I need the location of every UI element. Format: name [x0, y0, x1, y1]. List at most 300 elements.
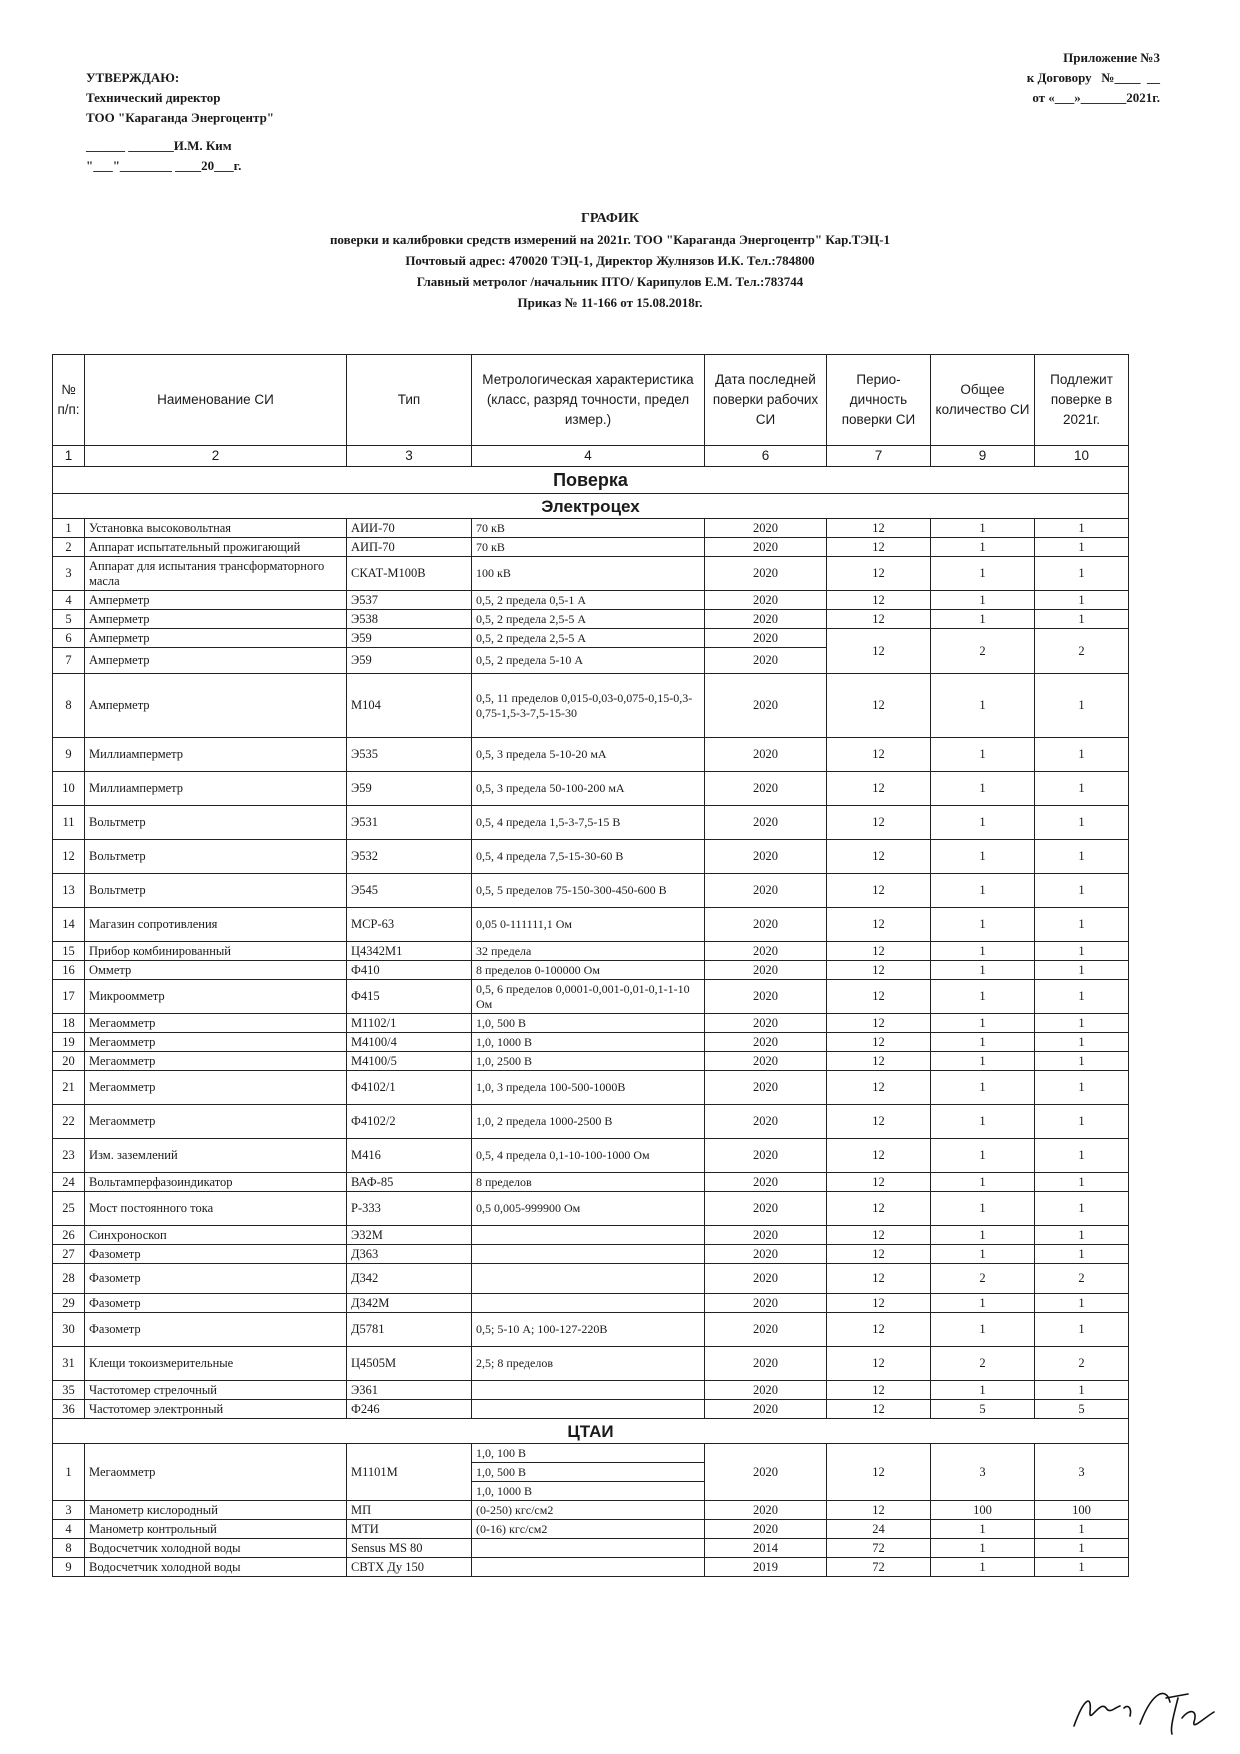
- verification-periodicity: 12: [827, 1192, 931, 1226]
- last-verification-date: 2020: [705, 1245, 827, 1264]
- instrument-type: Ц4505М: [347, 1347, 472, 1381]
- metrological-characteristic: 1,0, 500 В: [472, 1463, 705, 1482]
- verification-periodicity: 12: [827, 1245, 931, 1264]
- total-quantity: 1: [931, 1192, 1035, 1226]
- verification-periodicity: 12: [827, 980, 931, 1014]
- table-row: [53, 1444, 1129, 1463]
- verification-periodicity: 12: [827, 806, 931, 840]
- row-number: 18: [53, 1014, 85, 1033]
- table-row: [53, 629, 1129, 648]
- quantity-due-2021: 1: [1035, 1033, 1129, 1052]
- appendix-block: [930, 48, 1160, 108]
- total-quantity: 1: [931, 1173, 1035, 1192]
- verification-periodicity: 72: [827, 1539, 931, 1558]
- table-row: [53, 610, 1129, 629]
- quantity-due-2021: 2: [1035, 1347, 1129, 1381]
- last-verification-date: 2020: [705, 1105, 827, 1139]
- metrological-characteristic: 0,5, 3 предела 50-100-200 мА: [472, 772, 705, 806]
- instrument-type: Sensus MS 80: [347, 1539, 472, 1558]
- instrument-name: Частотомер электронный: [85, 1400, 347, 1419]
- quantity-due-2021: 1: [1035, 610, 1129, 629]
- instrument-type: Э361: [347, 1381, 472, 1400]
- quantity-due-2021: 1: [1035, 840, 1129, 874]
- quantity-due-2021: 1: [1035, 874, 1129, 908]
- metrological-characteristic: [472, 1264, 705, 1294]
- total-quantity: 1: [931, 1014, 1035, 1033]
- row-number: 6: [53, 629, 85, 648]
- instrument-name: Мегаомметр: [85, 1052, 347, 1071]
- quantity-due-2021: 1: [1035, 961, 1129, 980]
- instrument-type: ВАФ-85: [347, 1173, 472, 1192]
- metrological-characteristic: 1,0, 100 В: [472, 1444, 705, 1463]
- verification-periodicity: 12: [827, 908, 931, 942]
- row-number: 30: [53, 1313, 85, 1347]
- instrument-name: Магазин сопротивления: [85, 908, 347, 942]
- table-row: [53, 1313, 1129, 1347]
- verification-periodicity: 12: [827, 1052, 931, 1071]
- verification-periodicity: 12: [827, 1400, 931, 1419]
- total-quantity: 5: [931, 1400, 1035, 1419]
- instrument-name: Мегаомметр: [85, 1071, 347, 1105]
- table-row: [53, 942, 1129, 961]
- quantity-due-2021: 1: [1035, 1539, 1129, 1558]
- metrological-characteristic: [472, 1558, 705, 1577]
- instrument-type: Д342М: [347, 1294, 472, 1313]
- last-verification-date: 2020: [705, 1520, 827, 1539]
- appendix-title: Приложение №3: [1063, 50, 1160, 65]
- header-line-4: Приказ № 11-166 от 15.08.2018г.: [517, 295, 703, 310]
- approval-heading: УТВЕРЖДАЮ:: [86, 70, 180, 85]
- quantity-due-2021: 1: [1035, 1226, 1129, 1245]
- verification-periodicity: 24: [827, 1520, 931, 1539]
- verification-periodicity: 12: [827, 1014, 931, 1033]
- metrological-characteristic: [472, 1294, 705, 1313]
- row-number: 1: [53, 1444, 85, 1501]
- instrument-name: Водосчетчик холодной воды: [85, 1539, 347, 1558]
- row-number: 7: [53, 648, 85, 674]
- instrument-type: М4100/4: [347, 1033, 472, 1052]
- table-row: [53, 738, 1129, 772]
- table-row: [53, 557, 1129, 591]
- instrument-type: МП: [347, 1501, 472, 1520]
- row-number: 19: [53, 1033, 85, 1052]
- instrument-name: Фазометр: [85, 1245, 347, 1264]
- row-number: 21: [53, 1071, 85, 1105]
- metrological-characteristic: 70 кВ: [472, 538, 705, 557]
- last-verification-date: 2019: [705, 1558, 827, 1577]
- table-row: [53, 1139, 1129, 1173]
- row-number: 23: [53, 1139, 85, 1173]
- total-quantity: 1: [931, 1381, 1035, 1400]
- total-quantity: 1: [931, 738, 1035, 772]
- quantity-due-2021: 1: [1035, 1520, 1129, 1539]
- verification-periodicity: 12: [827, 738, 931, 772]
- last-verification-date: 2020: [705, 1014, 827, 1033]
- table-row: [53, 519, 1129, 538]
- instrument-name: Манометр кислородный: [85, 1501, 347, 1520]
- verification-periodicity: 12: [827, 874, 931, 908]
- total-quantity: 1: [931, 1139, 1035, 1173]
- col-header-last-date: Дата последней поверки рабочих СИ: [705, 355, 827, 446]
- last-verification-date: 2020: [705, 908, 827, 942]
- verification-periodicity: 12: [827, 1264, 931, 1294]
- instrument-name: Амперметр: [85, 610, 347, 629]
- instrument-type: Д363: [347, 1245, 472, 1264]
- metrological-characteristic: 0,05 0-111111,1 Ом: [472, 908, 705, 942]
- quantity-due-2021: 1: [1035, 519, 1129, 538]
- section-row: [53, 467, 1129, 494]
- total-quantity: 1: [931, 806, 1035, 840]
- metrological-characteristic: [472, 1245, 705, 1264]
- row-number: 20: [53, 1052, 85, 1071]
- metrological-characteristic: 0,5, 4 предела 0,1-10-100-1000 Ом: [472, 1139, 705, 1173]
- total-quantity: 1: [931, 980, 1035, 1014]
- row-number: 5: [53, 610, 85, 629]
- instrument-name: Изм. заземлений: [85, 1139, 347, 1173]
- instrument-name: Амперметр: [85, 648, 347, 674]
- total-quantity: 1: [931, 961, 1035, 980]
- verification-periodicity: 12: [827, 840, 931, 874]
- verification-periodicity: 12: [827, 1444, 931, 1501]
- quantity-due-2021: 2: [1035, 629, 1129, 674]
- instrument-name: Мегаомметр: [85, 1014, 347, 1033]
- instrument-name: Прибор комбинированный: [85, 942, 347, 961]
- quantity-due-2021: 1: [1035, 980, 1129, 1014]
- instrument-type: Д342: [347, 1264, 472, 1294]
- row-number: 8: [53, 1539, 85, 1558]
- row-number: 11: [53, 806, 85, 840]
- header-line-1: поверки и калибровки средств измерений на 2021г. ТОО "Караганда Энергоцентр" Кар.ТЭЦ-1: [329, 232, 891, 247]
- quantity-due-2021: 1: [1035, 1014, 1129, 1033]
- metrological-characteristic: 8 пределов 0-100000 Ом: [472, 961, 705, 980]
- row-number: 31: [53, 1347, 85, 1381]
- instrument-type: М4100/5: [347, 1052, 472, 1071]
- quantity-due-2021: 1: [1035, 1245, 1129, 1264]
- verification-periodicity: 12: [827, 1071, 931, 1105]
- instrument-name: Синхроноскоп: [85, 1226, 347, 1245]
- metrological-characteristic: 0,5, 5 пределов 75-150-300-450-600 В: [472, 874, 705, 908]
- instrument-name: Микроомметр: [85, 980, 347, 1014]
- metrological-characteristic: 0,5, 2 предела 2,5-5 А: [472, 629, 705, 648]
- instrument-type: Э545: [347, 874, 472, 908]
- quantity-due-2021: 1: [1035, 1558, 1129, 1577]
- subsection-row: [53, 1419, 1129, 1444]
- table-row: [53, 908, 1129, 942]
- table-row: [53, 1294, 1129, 1313]
- table-row: [53, 840, 1129, 874]
- instrument-name: Частотомер стрелочный: [85, 1381, 347, 1400]
- col-header-periodicity: Перио-дичность поверки СИ: [827, 355, 931, 446]
- total-quantity: 1: [931, 1558, 1035, 1577]
- table-row: [53, 1173, 1129, 1192]
- verification-periodicity: 12: [827, 1501, 931, 1520]
- metrological-characteristic: 1,0, 2500 В: [472, 1052, 705, 1071]
- quantity-due-2021: 1: [1035, 557, 1129, 591]
- table-row: [53, 1400, 1129, 1419]
- quantity-due-2021: 100: [1035, 1501, 1129, 1520]
- last-verification-date: 2020: [705, 1444, 827, 1501]
- quantity-due-2021: 1: [1035, 908, 1129, 942]
- row-number: 10: [53, 772, 85, 806]
- row-number: 35: [53, 1381, 85, 1400]
- table-row: [53, 538, 1129, 557]
- electro-rows: [53, 519, 1129, 1419]
- quantity-due-2021: 1: [1035, 1313, 1129, 1347]
- verification-periodicity: 12: [827, 557, 931, 591]
- row-number: 13: [53, 874, 85, 908]
- total-quantity: 1: [931, 610, 1035, 629]
- instrument-name: Водосчетчик холодной воды: [85, 1558, 347, 1577]
- last-verification-date: 2020: [705, 519, 827, 538]
- quantity-due-2021: 1: [1035, 772, 1129, 806]
- instrument-name: Миллиамперметр: [85, 738, 347, 772]
- row-number: 3: [53, 1501, 85, 1520]
- metrological-characteristic: 1,0, 1000 В: [472, 1482, 705, 1501]
- quantity-due-2021: 3: [1035, 1444, 1129, 1501]
- instrument-type: Э532: [347, 840, 472, 874]
- document-title: ГРАФИК: [581, 211, 639, 226]
- header-line-3: Главный метролог /начальник ПТО/ Карипулов Е.М. Тел.:783744: [416, 274, 804, 289]
- col-header-name: Наименование СИ: [85, 355, 347, 446]
- total-quantity: 1: [931, 674, 1035, 738]
- quantity-due-2021: 1: [1035, 1381, 1129, 1400]
- quantity-due-2021: 1: [1035, 591, 1129, 610]
- table-row: [53, 1520, 1129, 1539]
- table-row: [53, 1558, 1129, 1577]
- table-row: [53, 961, 1129, 980]
- table-row: [53, 1264, 1129, 1294]
- section-title: Поверка: [53, 467, 1129, 494]
- instrument-type: МСР-63: [347, 908, 472, 942]
- approval-position: Технический директор: [86, 90, 221, 105]
- quantity-due-2021: 1: [1035, 1192, 1129, 1226]
- total-quantity: 2: [931, 629, 1035, 674]
- metrological-characteristic: 8 пределов: [472, 1173, 705, 1192]
- row-number: 2: [53, 538, 85, 557]
- row-number: 28: [53, 1264, 85, 1294]
- verification-periodicity: 12: [827, 610, 931, 629]
- metrological-characteristic: [472, 1381, 705, 1400]
- instrument-type: Ф4102/1: [347, 1071, 472, 1105]
- row-number: 22: [53, 1105, 85, 1139]
- metrological-characteristic: (0-250) кгс/см2: [472, 1501, 705, 1520]
- approval-company: ТОО "Караганда Энергоцентр": [86, 110, 275, 125]
- instrument-type: Ц4342М1: [347, 942, 472, 961]
- metrological-characteristic: 70 кВ: [472, 519, 705, 538]
- verification-periodicity: 12: [827, 1381, 931, 1400]
- instrument-type: М104: [347, 674, 472, 738]
- total-quantity: 2: [931, 1347, 1035, 1381]
- verification-periodicity: 12: [827, 674, 931, 738]
- last-verification-date: 2020: [705, 1226, 827, 1245]
- last-verification-date: 2020: [705, 1192, 827, 1226]
- last-verification-date: 2020: [705, 1400, 827, 1419]
- col-number: 9: [931, 446, 1035, 467]
- instrument-type: СКАТ-М100В: [347, 557, 472, 591]
- metrological-characteristic: 0,5, 2 предела 2,5-5 А: [472, 610, 705, 629]
- row-number: 12: [53, 840, 85, 874]
- metrological-characteristic: [472, 1226, 705, 1245]
- total-quantity: 2: [931, 1264, 1035, 1294]
- verification-periodicity: 12: [827, 1294, 931, 1313]
- instrument-name: Омметр: [85, 961, 347, 980]
- header-line-2: Почтовый адрес: 470020 ТЭЦ-1, Директор Жулнязов И.К. Тел.:784800: [405, 253, 815, 268]
- last-verification-date: 2020: [705, 674, 827, 738]
- instrument-name: Аппарат испытательный прожигающий: [85, 538, 347, 557]
- instrument-type: М416: [347, 1139, 472, 1173]
- total-quantity: 1: [931, 1520, 1035, 1539]
- quantity-due-2021: 1: [1035, 538, 1129, 557]
- table-row: [53, 874, 1129, 908]
- row-number: 29: [53, 1294, 85, 1313]
- metrological-characteristic: 0,5, 6 пределов 0,0001-0,001-0,01-0,1-1-10 Ом: [472, 980, 705, 1014]
- col-number: 3: [347, 446, 472, 467]
- metrological-characteristic: 100 кВ: [472, 557, 705, 591]
- appendix-date: от «___»_______2021г.: [1032, 90, 1160, 105]
- table-row: [53, 1347, 1129, 1381]
- instrument-type: СВТХ Ду 150: [347, 1558, 472, 1577]
- instrument-type: Э537: [347, 591, 472, 610]
- quantity-due-2021: 1: [1035, 674, 1129, 738]
- metrological-characteristic: 0,5, 2 предела 0,5-1 А: [472, 591, 705, 610]
- quantity-due-2021: 1: [1035, 1173, 1129, 1192]
- column-header-row: [53, 355, 1129, 446]
- last-verification-date: 2020: [705, 648, 827, 674]
- quantity-due-2021: 1: [1035, 1071, 1129, 1105]
- instrument-type: Ф415: [347, 980, 472, 1014]
- approval-signer: ______ _______И.М. Ким: [86, 138, 232, 153]
- row-number: 36: [53, 1400, 85, 1419]
- column-number-row: [53, 446, 1129, 467]
- instrument-name: Амперметр: [85, 591, 347, 610]
- row-number: 24: [53, 1173, 85, 1192]
- row-number: 9: [53, 1558, 85, 1577]
- col-header-characteristic: Метрологическая характеристика (класс, разряд точности, предел измер.): [472, 355, 705, 446]
- last-verification-date: 2020: [705, 1347, 827, 1381]
- total-quantity: 1: [931, 591, 1035, 610]
- table-row: [53, 1226, 1129, 1245]
- table-row: [53, 1381, 1129, 1400]
- col-number: 7: [827, 446, 931, 467]
- instrument-type: Э32М: [347, 1226, 472, 1245]
- quantity-due-2021: 5: [1035, 1400, 1129, 1419]
- row-number: 9: [53, 738, 85, 772]
- quantity-due-2021: 1: [1035, 1294, 1129, 1313]
- approval-block: [86, 68, 274, 176]
- total-quantity: 1: [931, 1226, 1035, 1245]
- last-verification-date: 2020: [705, 980, 827, 1014]
- col-number: 10: [1035, 446, 1129, 467]
- verification-periodicity: 12: [827, 591, 931, 610]
- row-number: 15: [53, 942, 85, 961]
- quantity-due-2021: 1: [1035, 738, 1129, 772]
- instrument-name: Фазометр: [85, 1294, 347, 1313]
- metrological-characteristic: 0,5, 4 предела 7,5-15-30-60 В: [472, 840, 705, 874]
- last-verification-date: 2020: [705, 1173, 827, 1192]
- quantity-due-2021: 1: [1035, 1139, 1129, 1173]
- instrument-name: Мегаомметр: [85, 1444, 347, 1501]
- metrological-characteristic: 1,0, 3 предела 100-500-1000В: [472, 1071, 705, 1105]
- last-verification-date: 2020: [705, 1313, 827, 1347]
- metrological-characteristic: 1,0, 1000 В: [472, 1033, 705, 1052]
- total-quantity: 100: [931, 1501, 1035, 1520]
- quantity-due-2021: 2: [1035, 1264, 1129, 1294]
- metrological-characteristic: 0,5, 3 предела 5-10-20 мА: [472, 738, 705, 772]
- total-quantity: 1: [931, 1105, 1035, 1139]
- instrument-name: Клещи токоизмерительные: [85, 1347, 347, 1381]
- verification-periodicity: 12: [827, 519, 931, 538]
- table-row: [53, 1539, 1129, 1558]
- instrument-type: Э59: [347, 772, 472, 806]
- instrument-name: Вольтамперфазоиндикатор: [85, 1173, 347, 1192]
- verification-periodicity: 12: [827, 961, 931, 980]
- instrument-name: Манометр контрольный: [85, 1520, 347, 1539]
- last-verification-date: 2020: [705, 1294, 827, 1313]
- verification-periodicity: 12: [827, 1105, 931, 1139]
- instrument-type: Э59: [347, 648, 472, 674]
- table-row: [53, 806, 1129, 840]
- ctai-rows: [53, 1444, 1129, 1577]
- table-row: [53, 1052, 1129, 1071]
- metrological-characteristic: (0-16) кгс/см2: [472, 1520, 705, 1539]
- instrument-name: Вольтметр: [85, 874, 347, 908]
- col-header-due: Подлежит поверке в 2021г.: [1035, 355, 1129, 446]
- subsection-title-electro: Электроцех: [53, 494, 1129, 519]
- col-number: 6: [705, 446, 827, 467]
- metrological-characteristic: 1,0, 2 предела 1000-2500 В: [472, 1105, 705, 1139]
- verification-periodicity: 12: [827, 629, 931, 674]
- metrological-characteristic: 0,5; 5-10 А; 100-127-220В: [472, 1313, 705, 1347]
- last-verification-date: 2014: [705, 1539, 827, 1558]
- row-number: 8: [53, 674, 85, 738]
- quantity-due-2021: 1: [1035, 1052, 1129, 1071]
- schedule-table: [52, 354, 1129, 1577]
- last-verification-date: 2020: [705, 806, 827, 840]
- last-verification-date: 2020: [705, 1381, 827, 1400]
- last-verification-date: 2020: [705, 1052, 827, 1071]
- metrological-characteristic: 0,5 0,005-999900 Ом: [472, 1192, 705, 1226]
- col-number: 4: [472, 446, 705, 467]
- last-verification-date: 2020: [705, 610, 827, 629]
- last-verification-date: 2020: [705, 772, 827, 806]
- instrument-name: Аппарат для испытания трансформаторного масла: [85, 557, 347, 591]
- table-row: [53, 1071, 1129, 1105]
- total-quantity: 1: [931, 874, 1035, 908]
- instrument-name: Миллиамперметр: [85, 772, 347, 806]
- metrological-characteristic: 1,0, 500 В: [472, 1014, 705, 1033]
- row-number: 17: [53, 980, 85, 1014]
- total-quantity: 1: [931, 1313, 1035, 1347]
- verification-periodicity: 12: [827, 772, 931, 806]
- total-quantity: 1: [931, 942, 1035, 961]
- table-row: [53, 980, 1129, 1014]
- metrological-characteristic: 2,5; 8 пределов: [472, 1347, 705, 1381]
- row-number: 1: [53, 519, 85, 538]
- instrument-name: Мегаомметр: [85, 1105, 347, 1139]
- instrument-name: Мост постоянного тока: [85, 1192, 347, 1226]
- instrument-type: Р-333: [347, 1192, 472, 1226]
- instrument-name: Фазометр: [85, 1264, 347, 1294]
- last-verification-date: 2020: [705, 629, 827, 648]
- last-verification-date: 2020: [705, 840, 827, 874]
- total-quantity: 3: [931, 1444, 1035, 1501]
- row-number: 3: [53, 557, 85, 591]
- instrument-type: Ф4102/2: [347, 1105, 472, 1139]
- col-header-number: № п/п:: [53, 355, 85, 446]
- document-header: [250, 208, 970, 313]
- last-verification-date: 2020: [705, 1033, 827, 1052]
- instrument-type: АИИ-70: [347, 519, 472, 538]
